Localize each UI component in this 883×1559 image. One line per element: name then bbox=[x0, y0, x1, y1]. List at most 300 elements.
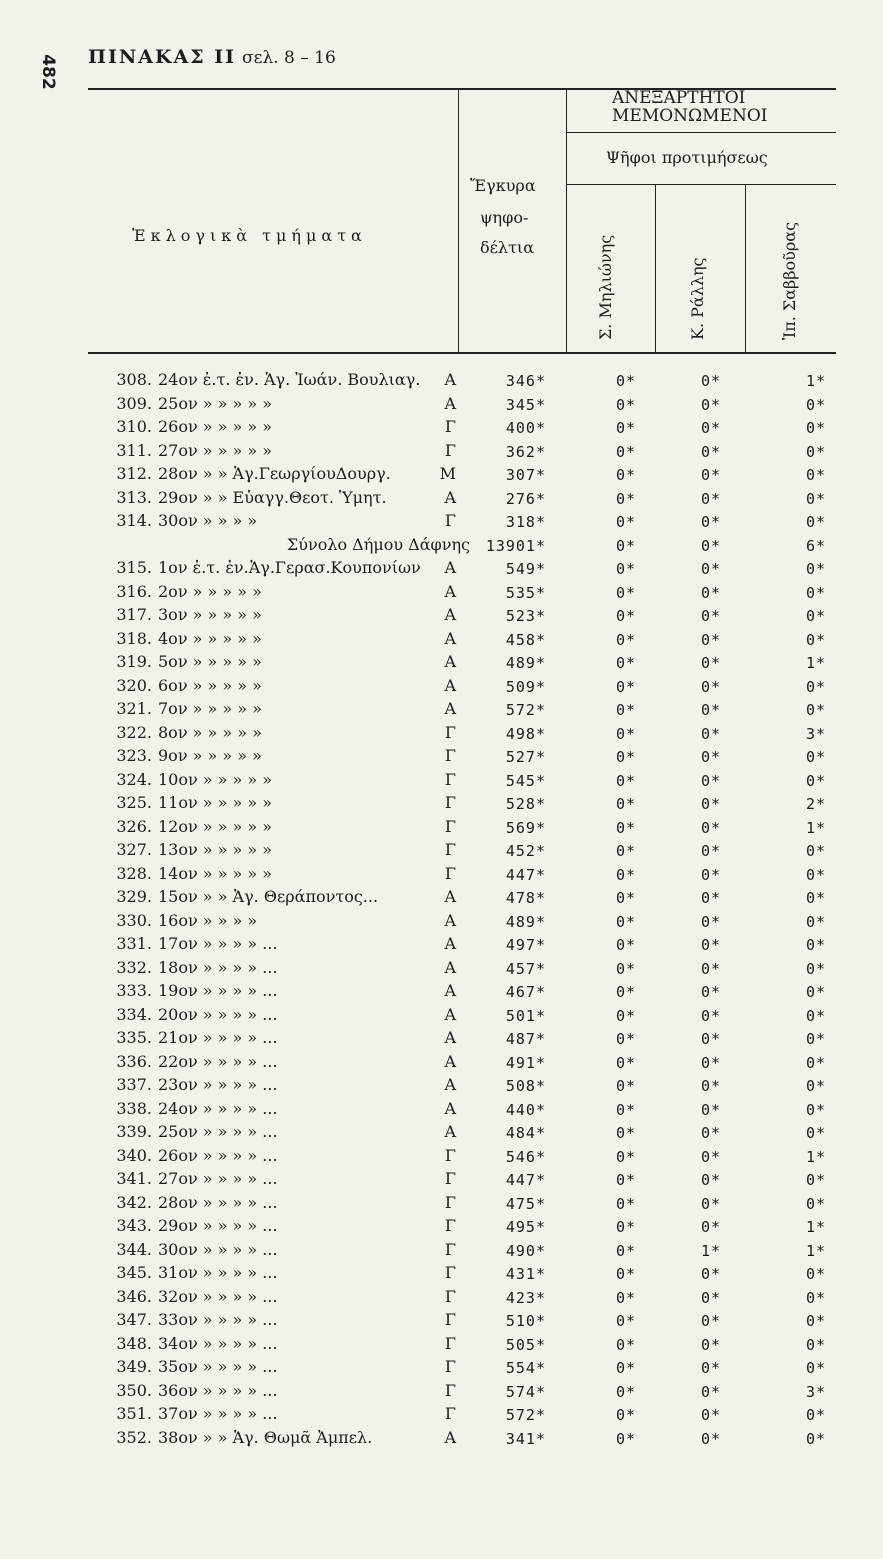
row-valid-ballots: 549* bbox=[505, 560, 546, 578]
row-class: Α bbox=[444, 652, 456, 671]
row-number: 339. bbox=[116, 1122, 152, 1141]
row-valid-ballots: 546* bbox=[505, 1147, 546, 1166]
row-valid-ballots: 400* bbox=[505, 419, 546, 437]
table-row bbox=[0, 556, 883, 580]
row-valid-ballots: 491* bbox=[505, 1053, 546, 1072]
row-votes-savvouras: 0* bbox=[805, 701, 826, 719]
row-votes-rallis: 0* bbox=[700, 865, 721, 884]
row-votes-rallis: 0* bbox=[700, 1053, 721, 1072]
row-votes-savvouras: 0* bbox=[805, 1265, 826, 1283]
row-votes-savvouras: 0* bbox=[805, 889, 826, 907]
table-row bbox=[0, 392, 883, 416]
table-row bbox=[0, 838, 883, 862]
row-class: Α bbox=[444, 1075, 456, 1094]
row-number: 340. bbox=[116, 1145, 152, 1165]
row-valid-ballots: 489* bbox=[505, 654, 546, 672]
row-section-name: 15ον » » Ἁγ. Θεράποντος... bbox=[158, 887, 379, 906]
row-class: Α bbox=[444, 1427, 456, 1447]
row-valid-ballots: 498* bbox=[505, 724, 546, 743]
table-row bbox=[0, 768, 883, 792]
header-bottom-rule bbox=[88, 352, 836, 354]
row-number: 317. bbox=[116, 605, 152, 624]
header-valid-ballots-1: Ἔγκυρα bbox=[470, 176, 536, 195]
row-class: Γ bbox=[444, 1192, 456, 1212]
table-row bbox=[0, 674, 883, 698]
row-class: Α bbox=[444, 581, 456, 601]
table-title bbox=[88, 46, 336, 68]
row-votes-savvouras: 0* bbox=[805, 560, 826, 578]
row-valid-ballots: 489* bbox=[505, 912, 546, 931]
table-title-text: ΠΙΝΑΚΑΣ ΙΙ bbox=[88, 46, 237, 68]
row-number: 337. bbox=[116, 1075, 152, 1094]
row-votes-savvouras: 0* bbox=[805, 983, 826, 1001]
row-votes-rallis: 0* bbox=[700, 466, 721, 484]
table-row bbox=[0, 1073, 883, 1097]
table-row bbox=[0, 1144, 883, 1168]
row-valid-ballots: 487* bbox=[505, 1030, 546, 1048]
row-section-name: 21ον » » » » ... bbox=[158, 1028, 278, 1047]
row-votes-savvouras: 0* bbox=[805, 1335, 826, 1354]
row-votes-milionis: 0* bbox=[615, 1006, 636, 1025]
row-votes-savvouras: 0* bbox=[805, 865, 826, 884]
row-votes-savvouras: 0* bbox=[805, 607, 826, 625]
row-number: 349. bbox=[116, 1357, 152, 1376]
row-valid-ballots: 440* bbox=[505, 1100, 546, 1119]
row-section-name: 23ον » » » » ... bbox=[158, 1075, 278, 1094]
row-votes-milionis: 0* bbox=[615, 1218, 636, 1236]
row-number: 318. bbox=[116, 628, 152, 648]
row-votes-milionis: 0* bbox=[615, 889, 636, 907]
row-section-name: 28ον » » Ἁγ.ΓεωργίουΔουργ. bbox=[158, 464, 391, 483]
table-row bbox=[0, 627, 883, 651]
row-votes-milionis: 0* bbox=[615, 842, 636, 860]
row-votes-milionis: 0* bbox=[615, 1406, 636, 1424]
table-row bbox=[0, 862, 883, 886]
table-row bbox=[0, 1379, 883, 1403]
row-votes-savvouras: 0* bbox=[805, 466, 826, 484]
row-votes-rallis: 0* bbox=[700, 1288, 721, 1307]
row-number: 333. bbox=[116, 981, 152, 1000]
row-section-name: 27ον » » » » ... bbox=[158, 1169, 278, 1188]
row-votes-savvouras: 0* bbox=[805, 1194, 826, 1213]
row-number: 352. bbox=[116, 1427, 152, 1447]
row-class: Α bbox=[444, 558, 456, 577]
row-number: 344. bbox=[116, 1239, 152, 1259]
row-votes-rallis: 0* bbox=[700, 818, 721, 837]
row-number: 330. bbox=[116, 910, 152, 930]
row-valid-ballots: 467* bbox=[505, 983, 546, 1001]
row-votes-milionis: 0* bbox=[615, 748, 636, 766]
table-row bbox=[0, 509, 883, 533]
row-section-name: 34ον » » » » ... bbox=[158, 1333, 278, 1353]
header-candidate-2: Κ. Ράλλης bbox=[688, 257, 707, 340]
row-valid-ballots: 447* bbox=[505, 865, 546, 884]
row-valid-ballots: 490* bbox=[505, 1241, 546, 1260]
row-valid-ballots: 508* bbox=[505, 1077, 546, 1095]
row-class: Γ bbox=[444, 1286, 456, 1306]
row-votes-milionis: 0* bbox=[615, 607, 636, 625]
row-section-name: 28ον » » » » ... bbox=[158, 1192, 278, 1212]
row-number: 351. bbox=[116, 1404, 152, 1423]
row-votes-milionis: 0* bbox=[615, 1335, 636, 1354]
row-votes-savvouras: 0* bbox=[805, 1100, 826, 1119]
row-votes-milionis: 0* bbox=[615, 372, 636, 390]
row-class: Γ bbox=[444, 722, 456, 742]
row-votes-savvouras: 0* bbox=[805, 1171, 826, 1189]
row-section-name: 14ον » » » » » bbox=[158, 863, 273, 883]
row-number: 326. bbox=[116, 816, 152, 836]
row-votes-savvouras: 0* bbox=[805, 677, 826, 696]
row-votes-savvouras: 0* bbox=[805, 630, 826, 649]
row-number: 319. bbox=[116, 652, 152, 671]
table-row bbox=[0, 1308, 883, 1332]
row-votes-savvouras: 3* bbox=[805, 1382, 826, 1401]
row-class: Γ bbox=[444, 1263, 456, 1282]
row-number: 311. bbox=[116, 440, 152, 460]
row-class: Γ bbox=[444, 746, 456, 765]
row-valid-ballots: 572* bbox=[505, 1406, 546, 1424]
row-votes-milionis: 0* bbox=[615, 630, 636, 649]
row-valid-ballots: 346* bbox=[505, 372, 546, 390]
table-row bbox=[0, 1097, 883, 1121]
row-votes-milionis: 0* bbox=[615, 1429, 636, 1448]
row-section-name: 12ον » » » » » bbox=[158, 816, 273, 836]
row-number: 320. bbox=[116, 675, 152, 695]
row-class: Γ bbox=[444, 511, 456, 530]
row-valid-ballots: 13901* bbox=[485, 536, 546, 555]
row-votes-rallis: 0* bbox=[700, 513, 721, 531]
row-number: 331. bbox=[116, 934, 152, 953]
header-valid-ballots-2: ψηφο- bbox=[480, 208, 529, 227]
table-row bbox=[0, 791, 883, 815]
row-votes-rallis: 0* bbox=[700, 583, 721, 602]
row-number: 348. bbox=[116, 1333, 152, 1353]
row-section-name: 5ον » » » » » bbox=[158, 652, 262, 671]
header-valid-ballots-3: δέλτια bbox=[480, 238, 534, 257]
row-votes-rallis: 0* bbox=[700, 912, 721, 931]
row-valid-ballots: 447* bbox=[505, 1171, 546, 1189]
row-votes-milionis: 0* bbox=[615, 724, 636, 743]
table-row bbox=[0, 1238, 883, 1262]
row-class: Α bbox=[444, 1004, 456, 1024]
row-section-name: 37ον » » » » ... bbox=[158, 1404, 278, 1423]
row-votes-milionis: 0* bbox=[615, 1359, 636, 1377]
row-votes-rallis: 0* bbox=[700, 442, 721, 461]
row-number: 321. bbox=[116, 699, 152, 718]
row-number: 347. bbox=[116, 1310, 152, 1329]
row-votes-savvouras: 0* bbox=[805, 419, 826, 437]
row-valid-ballots: 423* bbox=[505, 1288, 546, 1307]
table-row bbox=[0, 1402, 883, 1426]
row-number: 342. bbox=[116, 1192, 152, 1212]
row-class: Γ bbox=[444, 863, 456, 883]
row-votes-rallis: 0* bbox=[700, 1077, 721, 1095]
row-valid-ballots: 509* bbox=[505, 677, 546, 696]
row-votes-rallis: 0* bbox=[700, 1359, 721, 1377]
row-valid-ballots: 345* bbox=[505, 395, 546, 414]
row-section-name: 35ον » » » » ... bbox=[158, 1357, 278, 1376]
row-section-name: 26ον » » » » ... bbox=[158, 1145, 278, 1165]
row-number: 312. bbox=[116, 464, 152, 483]
row-valid-ballots: 307* bbox=[505, 466, 546, 484]
row-votes-savvouras: 0* bbox=[805, 1406, 826, 1424]
row-votes-rallis: 0* bbox=[700, 1030, 721, 1048]
row-number: 316. bbox=[116, 581, 152, 601]
row-votes-milionis: 0* bbox=[615, 865, 636, 884]
row-section-name: 26ον » » » » » bbox=[158, 417, 273, 436]
col-divider-2 bbox=[566, 88, 567, 352]
row-votes-savvouras: 2* bbox=[805, 795, 826, 813]
row-votes-rallis: 0* bbox=[700, 1124, 721, 1142]
row-number: 350. bbox=[116, 1380, 152, 1400]
row-number: 323. bbox=[116, 746, 152, 765]
row-votes-rallis: 0* bbox=[700, 489, 721, 508]
row-votes-rallis: 0* bbox=[700, 842, 721, 860]
row-votes-milionis: 0* bbox=[615, 1382, 636, 1401]
row-class: Γ bbox=[444, 1216, 456, 1235]
row-valid-ballots: 484* bbox=[505, 1124, 546, 1142]
table-row bbox=[0, 1191, 883, 1215]
row-valid-ballots: 341* bbox=[505, 1429, 546, 1448]
row-votes-milionis: 0* bbox=[615, 1147, 636, 1166]
row-section-name: 20ον » » » » ... bbox=[158, 1004, 278, 1024]
table-row bbox=[0, 486, 883, 510]
row-class: Α bbox=[444, 628, 456, 648]
row-valid-ballots: 497* bbox=[505, 936, 546, 954]
row-votes-savvouras: 1* bbox=[805, 654, 826, 672]
row-valid-ballots: 572* bbox=[505, 701, 546, 719]
row-section-name: 13ον » » » » » bbox=[158, 840, 273, 859]
row-class: Γ bbox=[444, 1404, 456, 1423]
row-votes-milionis: 0* bbox=[615, 677, 636, 696]
row-votes-rallis: 0* bbox=[700, 771, 721, 790]
row-class: Α bbox=[444, 1051, 456, 1071]
col-divider-1 bbox=[458, 88, 459, 352]
row-votes-rallis: 0* bbox=[700, 1429, 721, 1448]
row-votes-savvouras: 0* bbox=[805, 959, 826, 978]
row-valid-ballots: 527* bbox=[505, 748, 546, 766]
header-group-title-2: ΜΕΜΟΝΩΜΕΝΟΙ bbox=[612, 106, 768, 126]
row-votes-savvouras: 0* bbox=[805, 1312, 826, 1330]
row-number: 310. bbox=[116, 417, 152, 436]
row-votes-milionis: 0* bbox=[615, 536, 636, 555]
row-class: Γ bbox=[444, 793, 456, 812]
row-votes-milionis: 0* bbox=[615, 442, 636, 461]
row-votes-rallis: 0* bbox=[700, 748, 721, 766]
row-votes-rallis: 0* bbox=[700, 419, 721, 437]
row-class: Γ bbox=[444, 1380, 456, 1400]
row-votes-rallis: 0* bbox=[700, 1265, 721, 1283]
table-row bbox=[0, 1426, 883, 1450]
row-votes-rallis: 0* bbox=[700, 677, 721, 696]
row-number: 343. bbox=[116, 1216, 152, 1235]
row-class: Α bbox=[444, 957, 456, 977]
row-section-name: 36ον » » » » ... bbox=[158, 1380, 278, 1400]
row-votes-savvouras: 0* bbox=[805, 583, 826, 602]
row-number: 327. bbox=[116, 840, 152, 859]
table-row bbox=[0, 650, 883, 674]
table-row bbox=[0, 603, 883, 627]
row-class: Α bbox=[444, 910, 456, 930]
row-number: 324. bbox=[116, 769, 152, 789]
row-valid-ballots: 495* bbox=[505, 1218, 546, 1236]
header-sections: Ἐκλογικὰ τμήματα bbox=[132, 226, 367, 245]
row-votes-milionis: 0* bbox=[615, 513, 636, 531]
row-votes-milionis: 0* bbox=[615, 983, 636, 1001]
row-number: 335. bbox=[116, 1028, 152, 1047]
row-votes-savvouras: 1* bbox=[805, 1241, 826, 1260]
row-votes-savvouras: 1* bbox=[805, 1218, 826, 1236]
row-number: 345. bbox=[116, 1263, 152, 1282]
row-class: Α bbox=[444, 370, 456, 389]
row-votes-savvouras: 0* bbox=[805, 1006, 826, 1025]
row-class: Α bbox=[444, 605, 456, 624]
row-valid-ballots: 318* bbox=[505, 513, 546, 531]
row-valid-ballots: 431* bbox=[505, 1265, 546, 1283]
table-row bbox=[0, 885, 883, 909]
row-class: Γ bbox=[444, 1239, 456, 1259]
table-row bbox=[0, 439, 883, 463]
row-number: 308. bbox=[116, 370, 152, 389]
row-section-name: 6ον » » » » » bbox=[158, 675, 262, 695]
row-votes-rallis: 0* bbox=[700, 701, 721, 719]
row-votes-rallis: 0* bbox=[700, 889, 721, 907]
row-votes-rallis: 0* bbox=[700, 959, 721, 978]
row-section-name: 33ον » » » » ... bbox=[158, 1310, 278, 1329]
row-votes-rallis: 1* bbox=[700, 1241, 721, 1260]
row-class: Α bbox=[444, 699, 456, 718]
row-votes-rallis: 0* bbox=[700, 654, 721, 672]
row-votes-rallis: 0* bbox=[700, 1335, 721, 1354]
row-votes-savvouras: 0* bbox=[805, 842, 826, 860]
row-votes-milionis: 0* bbox=[615, 818, 636, 837]
row-class: Μ bbox=[439, 464, 456, 483]
row-votes-savvouras: 0* bbox=[805, 1030, 826, 1048]
table-row bbox=[0, 815, 883, 839]
row-votes-savvouras: 3* bbox=[805, 724, 826, 743]
table-row bbox=[0, 979, 883, 1003]
table-row bbox=[0, 932, 883, 956]
row-number: 346. bbox=[116, 1286, 152, 1306]
row-section-name: 29ον » » Εὐαγγ.Θεοτ. Ὑμητ. bbox=[158, 487, 387, 507]
row-section-name: 3ον » » » » » bbox=[158, 605, 262, 624]
row-number: 341. bbox=[116, 1169, 152, 1188]
row-section-name: 18ον » » » » ... bbox=[158, 957, 278, 977]
row-votes-rallis: 0* bbox=[700, 560, 721, 578]
row-class: Α bbox=[444, 1028, 456, 1047]
table-row bbox=[0, 1003, 883, 1027]
row-votes-milionis: 0* bbox=[615, 1077, 636, 1095]
row-class: Γ bbox=[444, 1357, 456, 1376]
table-title-pages: σελ. 8 – 16 bbox=[242, 48, 336, 68]
row-section-name: 7ον » » » » » bbox=[158, 699, 262, 718]
table-row bbox=[0, 580, 883, 604]
row-votes-milionis: 0* bbox=[615, 936, 636, 954]
row-votes-milionis: 0* bbox=[615, 583, 636, 602]
row-section-name: 8ον » » » » » bbox=[158, 722, 262, 742]
table-row bbox=[0, 462, 883, 486]
page-number: 482 bbox=[38, 54, 58, 90]
row-section-name: 10ον » » » » » bbox=[158, 769, 273, 789]
row-number: 322. bbox=[116, 722, 152, 742]
row-section-name: 25ον » » » » » bbox=[158, 393, 273, 413]
row-votes-milionis: 0* bbox=[615, 959, 636, 978]
table-row bbox=[0, 1120, 883, 1144]
table-row bbox=[0, 1285, 883, 1309]
row-votes-milionis: 0* bbox=[615, 1265, 636, 1283]
row-votes-milionis: 0* bbox=[615, 795, 636, 813]
row-class: Γ bbox=[444, 840, 456, 859]
row-number: 325. bbox=[116, 793, 152, 812]
row-votes-rallis: 0* bbox=[700, 1312, 721, 1330]
row-class: Α bbox=[444, 675, 456, 695]
row-valid-ballots: 276* bbox=[505, 489, 546, 508]
row-votes-rallis: 0* bbox=[700, 1147, 721, 1166]
row-valid-ballots: 545* bbox=[505, 771, 546, 790]
row-votes-milionis: 0* bbox=[615, 1171, 636, 1189]
row-votes-milionis: 0* bbox=[615, 1053, 636, 1072]
row-class: Γ bbox=[444, 816, 456, 836]
row-class: Α bbox=[444, 487, 456, 507]
row-total-label: Σύνολο Δήμου Δάφνης bbox=[286, 534, 470, 554]
table-row bbox=[0, 721, 883, 745]
table-row bbox=[0, 1332, 883, 1356]
row-votes-milionis: 0* bbox=[615, 466, 636, 484]
table-row bbox=[0, 744, 883, 768]
header-candidate-3: Ἱπ. Σαββοῦρας bbox=[780, 221, 799, 340]
row-votes-savvouras: 0* bbox=[805, 1288, 826, 1307]
row-votes-savvouras: 0* bbox=[805, 771, 826, 790]
table-row bbox=[0, 1026, 883, 1050]
table-row bbox=[0, 415, 883, 439]
row-section-name: 29ον » » » » ... bbox=[158, 1216, 278, 1235]
table-row bbox=[0, 1050, 883, 1074]
table-row bbox=[0, 368, 883, 392]
row-section-name: 25ον » » » » ... bbox=[158, 1122, 278, 1141]
row-section-name: 38ον » » Ἁγ. Θωμᾶ Ἀμπελ. bbox=[158, 1427, 373, 1447]
row-votes-savvouras: 0* bbox=[805, 395, 826, 414]
row-valid-ballots: 574* bbox=[505, 1382, 546, 1401]
table-row bbox=[0, 533, 883, 557]
row-votes-milionis: 0* bbox=[615, 912, 636, 931]
row-section-name: 32ον » » » » ... bbox=[158, 1286, 278, 1306]
row-number: 313. bbox=[116, 487, 152, 507]
row-votes-milionis: 0* bbox=[615, 701, 636, 719]
row-valid-ballots: 510* bbox=[505, 1312, 546, 1330]
table-row bbox=[0, 1355, 883, 1379]
row-section-name: 9ον » » » » » bbox=[158, 746, 262, 765]
row-number: 332. bbox=[116, 957, 152, 977]
col-divider-4 bbox=[745, 184, 746, 352]
row-valid-ballots: 457* bbox=[505, 959, 546, 978]
row-votes-milionis: 0* bbox=[615, 1100, 636, 1119]
row-votes-savvouras: 0* bbox=[805, 748, 826, 766]
row-votes-savvouras: 0* bbox=[805, 1359, 826, 1377]
header-candidate-1: Σ. Μηλιώνης bbox=[596, 234, 615, 340]
row-valid-ballots: 452* bbox=[505, 842, 546, 860]
row-votes-rallis: 0* bbox=[700, 795, 721, 813]
row-section-name: 16ον » » » » bbox=[158, 910, 258, 930]
group-divider-rule bbox=[566, 132, 836, 133]
row-votes-savvouras: 0* bbox=[805, 1053, 826, 1072]
row-class: Γ bbox=[444, 1310, 456, 1329]
row-votes-milionis: 0* bbox=[615, 1124, 636, 1142]
row-votes-savvouras: 0* bbox=[805, 936, 826, 954]
results-table-body bbox=[0, 368, 883, 1449]
row-valid-ballots: 505* bbox=[505, 1335, 546, 1354]
row-votes-rallis: 0* bbox=[700, 536, 721, 555]
row-class: Γ bbox=[444, 417, 456, 436]
